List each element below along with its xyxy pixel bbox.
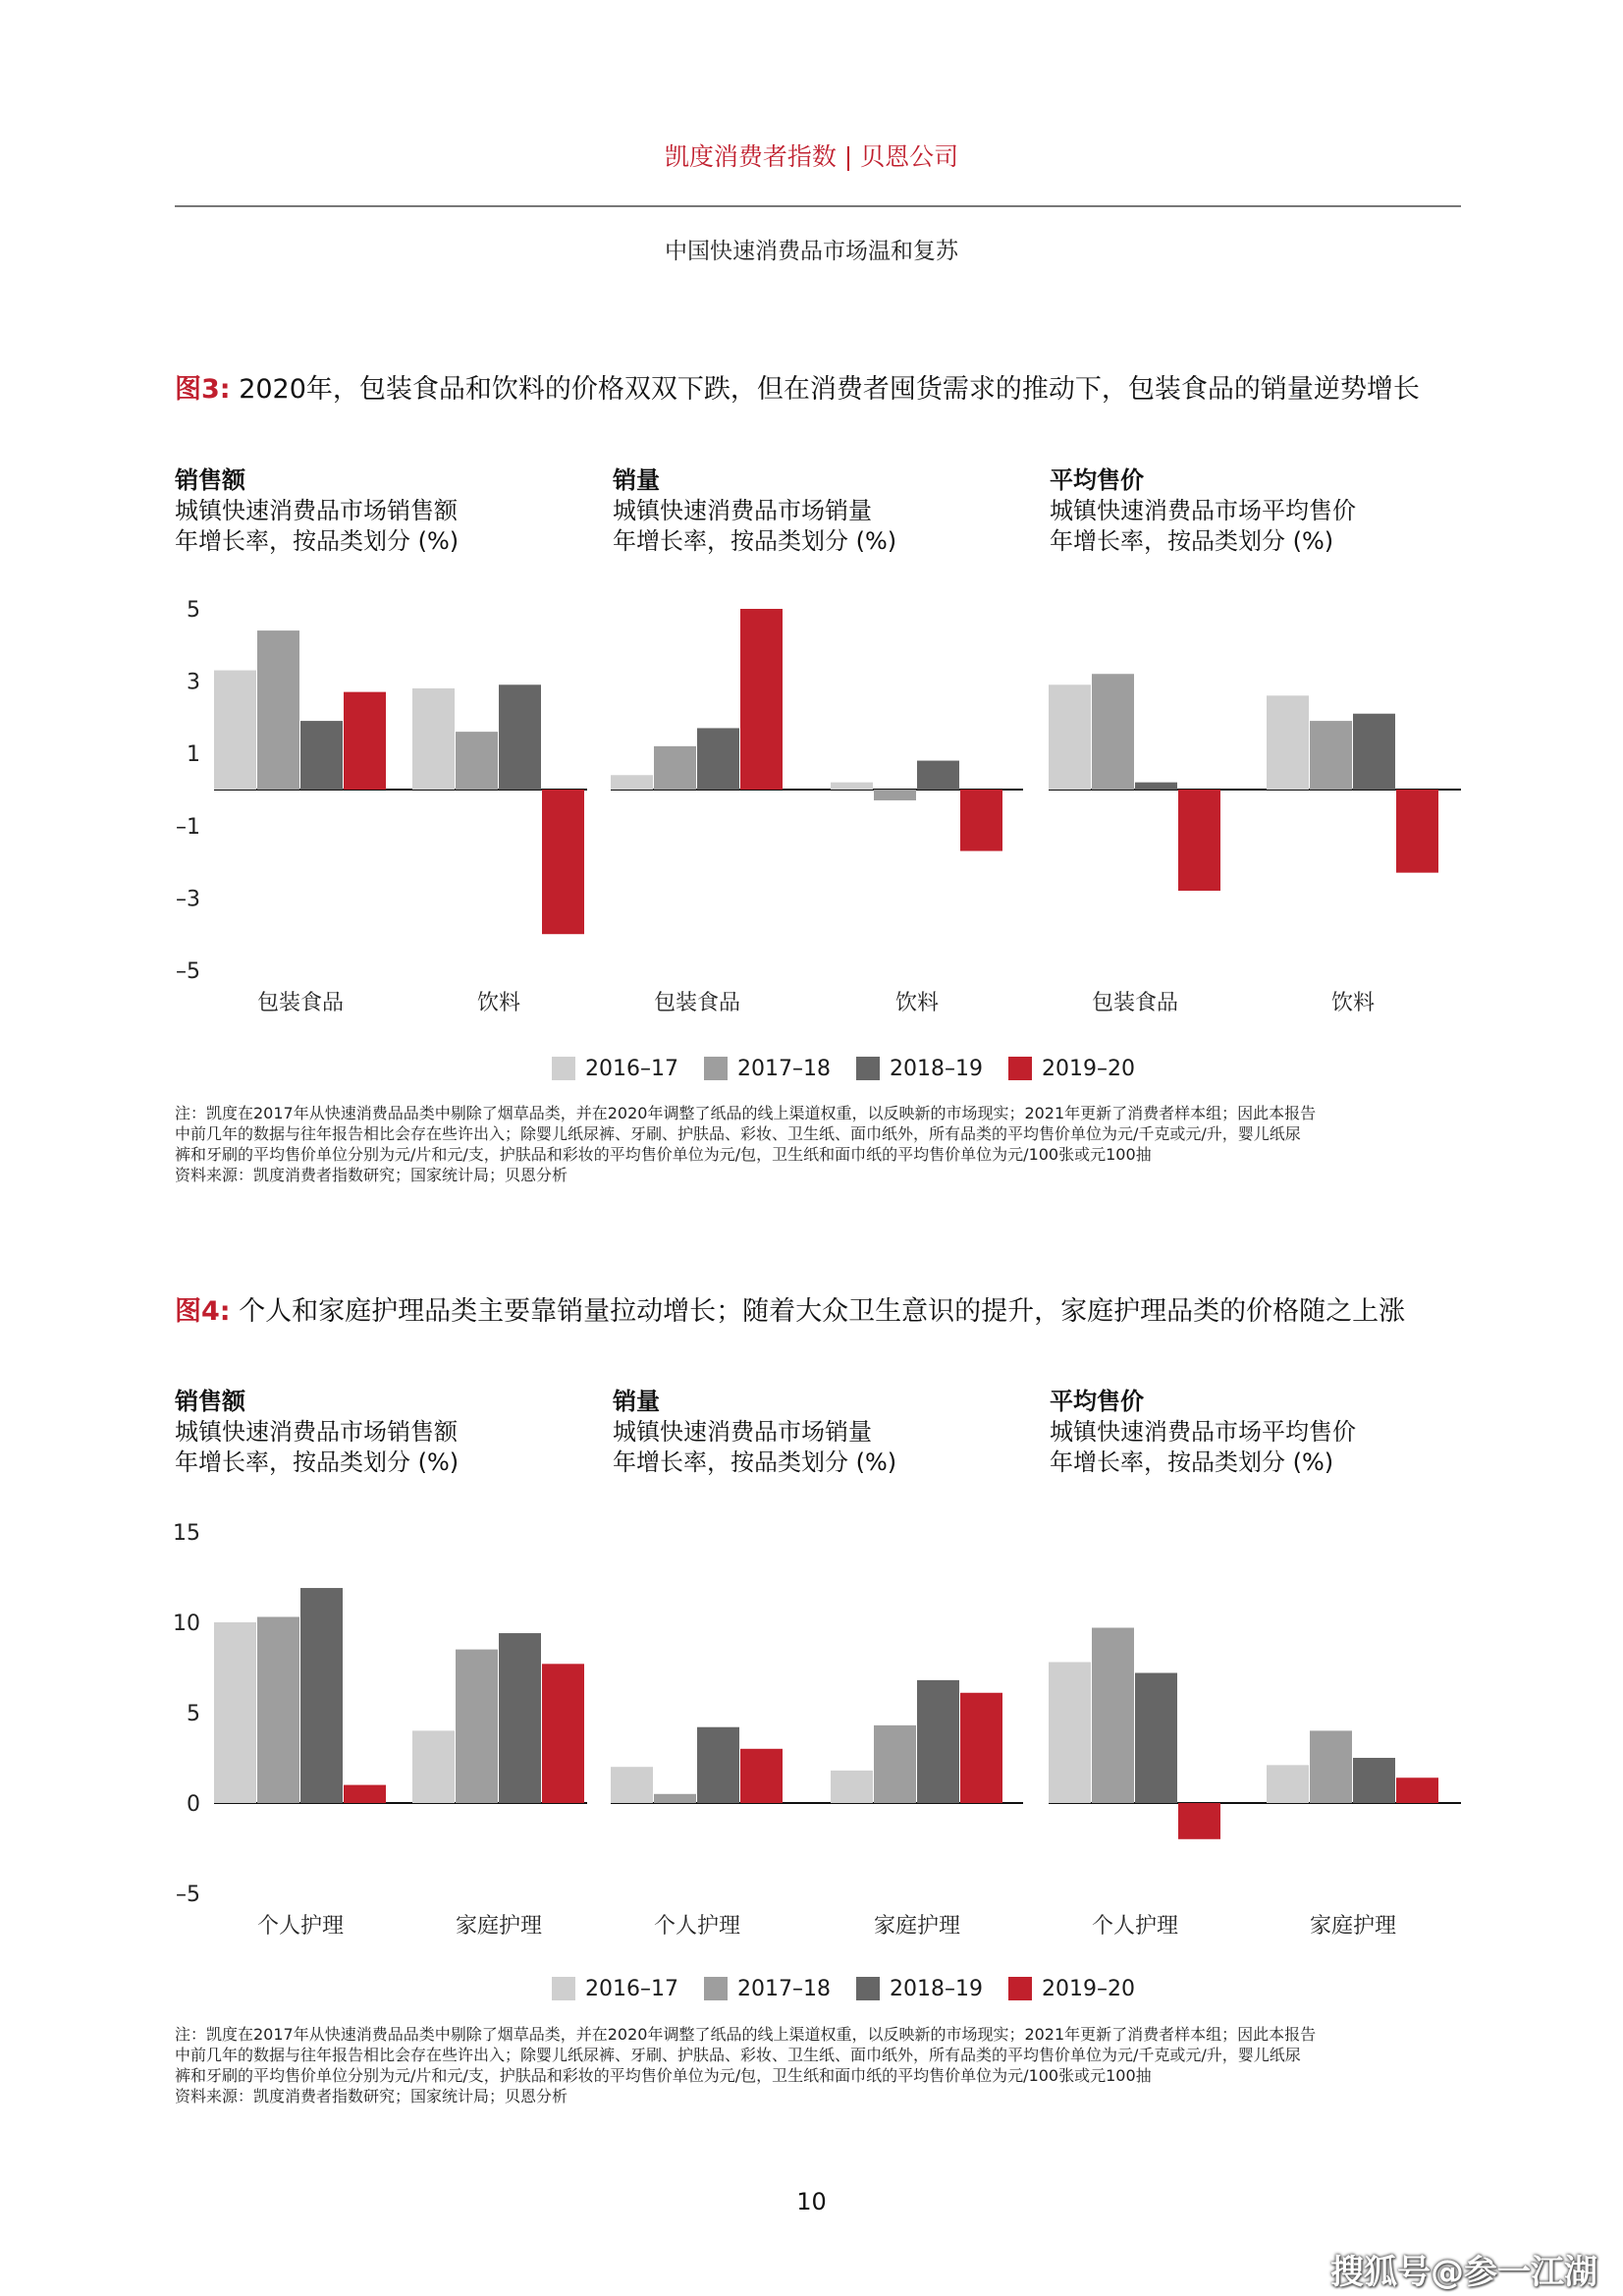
y-tick-label: 3: [187, 670, 200, 695]
x-category-label: 包装食品: [256, 991, 345, 1015]
fig4-panel-price-heading: [1050, 1387, 1462, 1478]
bar-2018–19: [917, 761, 959, 790]
bar-2016–17: [1267, 1765, 1309, 1803]
bar-2017–18: [1310, 1730, 1352, 1803]
figure-3-notes: [175, 1103, 1451, 1185]
panel-unit: 年增长率，按品类划分 (%): [613, 1449, 897, 1476]
legend-item-2016-17: [552, 1057, 678, 1081]
panel-title: 平均售价: [1050, 466, 1144, 494]
bar-2016–17: [831, 783, 873, 790]
legend-label: 2017–18: [736, 1056, 831, 1081]
legend-swatch: [552, 1977, 575, 2000]
bar-2019–20: [960, 1693, 1002, 1803]
x-category-label: 个人护理: [1091, 1914, 1179, 1939]
bar-2016–17: [412, 688, 455, 790]
figure-3-legend: [552, 1054, 1161, 1083]
legend-label: 2018–19: [889, 1056, 983, 1081]
fig4-panel-volume-heading: [613, 1387, 1025, 1478]
bar-2017–18: [654, 1794, 696, 1803]
legend-item-2016-17: [552, 1977, 678, 2001]
panel-subtitle: 城镇快速消费品市场销售额: [175, 497, 458, 524]
watermark: 搜狐号@参一江湖: [1330, 2253, 1597, 2292]
panel-subtitle: 城镇快速消费品市场平均售价: [1050, 497, 1356, 524]
note-line: 裤和牙刷的平均售价单位分别为元/片和元/支，护肤品和彩妆的平均售价单位为元/包，卫生纸和面巾纸的平均售价单位为元/100张或元100抽: [175, 1145, 1152, 1164]
x-category-label: 家庭护理: [1309, 1914, 1397, 1939]
figure-4-title: [175, 1289, 1405, 1328]
figure-3-title: [175, 367, 1420, 406]
legend-swatch: [856, 1977, 880, 2000]
legend-swatch: [552, 1057, 575, 1080]
panel-title: 销量: [613, 466, 660, 494]
legend-label: 2019–20: [1041, 1056, 1135, 1081]
panel-unit: 年增长率，按品类划分 (%): [1050, 527, 1334, 555]
bar-2018–19: [697, 1727, 739, 1803]
legend-label: 2019–20: [1041, 1976, 1135, 2001]
y-tick-label: 5: [187, 598, 200, 623]
x-category-label: 个人护理: [653, 1914, 741, 1939]
bar-2017–18: [654, 746, 696, 790]
x-category-label: 饮料: [476, 991, 521, 1015]
bar-2019–20: [1396, 790, 1438, 873]
note-line: 中前几年的数据与往年报告相比会存在些许出入；除婴儿纸尿裤、牙刷、护肤品、彩妆、卫生纸、面巾纸外，所有品类的平均售价单位为元/千克或元/升，婴儿纸尿: [175, 1124, 1301, 1143]
bar-2018–19: [1353, 714, 1395, 790]
bar-2016–17: [1049, 684, 1091, 790]
bar-2019–20: [542, 1664, 584, 1803]
legend-swatch: [704, 1977, 728, 2000]
fig4-panel-sales-heading: [175, 1387, 587, 1478]
fig3-panel-sales-heading: [175, 465, 587, 557]
panel-subtitle: 城镇快速消费品市场平均售价: [1050, 1418, 1356, 1446]
y-tick-label: –5: [176, 1883, 200, 1907]
bar-2018–19: [300, 1588, 343, 1803]
figure-3-caption: 2020年，包装食品和饮料的价格双双下跌，但在消费者囤货需求的推动下，包装食品的销量逆势增长: [239, 374, 1420, 405]
bar-2019–20: [542, 790, 584, 934]
y-tick-label: 0: [187, 1792, 200, 1817]
legend-item-2018-19: [856, 1977, 983, 2001]
bar-2016–17: [831, 1771, 873, 1803]
y-tick-label: 5: [187, 1702, 200, 1726]
panel-subtitle: 城镇快速消费品市场销售额: [175, 1418, 458, 1446]
legend-swatch: [1008, 1057, 1032, 1080]
bar-2018–19: [697, 728, 739, 790]
legend-label: 2018–19: [889, 1976, 983, 2001]
bar-2018–19: [499, 1633, 541, 1803]
legend-swatch: [1008, 1977, 1032, 2000]
panel-unit: 年增长率，按品类划分 (%): [175, 527, 460, 555]
fig3-panel-price-heading: [1050, 465, 1462, 557]
note-line: 裤和牙刷的平均售价单位分别为元/片和元/支，护肤品和彩妆的平均售价单位为元/包，卫生纸和面巾纸的平均售价单位为元/100张或元100抽: [175, 2066, 1152, 2085]
note-line: 中前几年的数据与往年报告相比会存在些许出入；除婴儿纸尿裤、牙刷、护肤品、彩妆、卫生纸、面巾纸外，所有品类的平均售价单位为元/千克或元/升，婴儿纸尿: [175, 2046, 1301, 2064]
header-divider: [175, 205, 1461, 207]
report-subheader: 中国快速消费品市场温和复苏: [665, 239, 958, 264]
bar-2018–19: [499, 684, 541, 790]
figure-4-notes: [175, 2024, 1451, 2106]
legend-label: 2016–17: [585, 1976, 678, 2001]
figure-4-number: 图4:: [175, 1296, 231, 1327]
bar-2016–17: [214, 671, 256, 790]
bar-2016–17: [412, 1730, 455, 1803]
bar-2018–19: [1135, 1673, 1177, 1803]
bar-2018–19: [1353, 1758, 1395, 1803]
figure-3-number: 图3:: [175, 374, 231, 405]
y-tick-label: 10: [173, 1612, 200, 1636]
y-tick-label: 1: [187, 742, 200, 768]
bar-2019–20: [344, 1785, 386, 1803]
x-category-label: 家庭护理: [873, 1914, 961, 1939]
fig3-panel-volume-heading: [613, 465, 1025, 557]
x-category-label: 饮料: [894, 991, 940, 1015]
source-line: 资料来源：凯度消费者指数研究；国家统计局；贝恩分析: [175, 1166, 568, 1184]
bar-2016–17: [214, 1622, 256, 1803]
bar-2017–18: [456, 1650, 498, 1803]
bar-2019–20: [960, 790, 1002, 851]
panel-unit: 年增长率，按品类划分 (%): [1050, 1449, 1334, 1476]
legend-item-2017-18: [704, 1977, 831, 2001]
bar-2018–19: [1135, 783, 1177, 790]
bar-2016–17: [611, 775, 653, 790]
figure-4-chart: [0, 1503, 1623, 1964]
panel-title: 平均售价: [1050, 1388, 1144, 1415]
note-line: 注：凯度在2017年从快速消费品品类中剔除了烟草品类，并在2020年调整了纸品的线上渠道权重，以反映新的市场现实；2021年更新了消费者样本组；因此本报告: [175, 1104, 1317, 1122]
page-number: 10: [796, 2188, 827, 2215]
bar-2017–18: [257, 1616, 299, 1803]
note-line: 注：凯度在2017年从快速消费品品类中剔除了烟草品类，并在2020年调整了纸品的线上渠道权重，以反映新的市场现实；2021年更新了消费者样本组；因此本报告: [175, 2025, 1317, 2044]
y-tick-label: –3: [176, 887, 200, 912]
y-tick-label: 15: [173, 1521, 200, 1546]
bar-2017–18: [1310, 721, 1352, 790]
y-tick-label: –5: [176, 959, 200, 984]
bar-2019–20: [1178, 1803, 1220, 1839]
bar-2019–20: [344, 692, 386, 790]
legend-label: 2016–17: [585, 1056, 678, 1081]
bar-2017–18: [1092, 674, 1134, 790]
bar-2017–18: [874, 790, 916, 800]
bar-2019–20: [1396, 1777, 1438, 1803]
bar-2017–18: [257, 630, 299, 790]
x-category-label: 包装食品: [653, 991, 741, 1015]
x-category-label: 包装食品: [1091, 991, 1179, 1015]
bar-2017–18: [874, 1725, 916, 1803]
x-category-label: 家庭护理: [455, 1914, 543, 1939]
report-header: 凯度消费者指数 | 贝恩公司: [664, 142, 959, 171]
bar-2019–20: [740, 1749, 783, 1803]
panel-title: 销量: [613, 1388, 660, 1415]
bar-2017–18: [456, 732, 498, 790]
x-category-label: 个人护理: [256, 1914, 345, 1939]
legend-swatch: [704, 1057, 728, 1080]
bar-2016–17: [611, 1767, 653, 1803]
legend-label: 2017–18: [736, 1976, 831, 2001]
bar-2018–19: [300, 721, 343, 790]
legend-item-2019-20: [1008, 1057, 1135, 1081]
panel-subtitle: 城镇快速消费品市场销量: [613, 1418, 872, 1446]
figure-3-chart: [0, 579, 1623, 1041]
bar-2018–19: [917, 1680, 959, 1803]
bar-2016–17: [1267, 695, 1309, 790]
source-line: 资料来源：凯度消费者指数研究；国家统计局；贝恩分析: [175, 2087, 568, 2105]
legend-item-2018-19: [856, 1057, 983, 1081]
y-tick-label: –1: [176, 814, 200, 840]
bar-2017–18: [1092, 1628, 1134, 1803]
legend-item-2019-20: [1008, 1977, 1135, 2001]
panel-subtitle: 城镇快速消费品市场销量: [613, 497, 872, 524]
figure-4-legend: [552, 1974, 1161, 2003]
legend-item-2017-18: [704, 1057, 831, 1081]
bar-2016–17: [1049, 1662, 1091, 1803]
panel-unit: 年增长率，按品类划分 (%): [613, 527, 897, 555]
panel-title: 销售额: [175, 466, 245, 494]
figure-4-caption: 个人和家庭护理品类主要靠销量拉动增长；随着大众卫生意识的提升，家庭护理品类的价格随之上涨: [239, 1296, 1406, 1327]
x-category-label: 饮料: [1330, 991, 1376, 1015]
panel-title: 销售额: [175, 1388, 245, 1415]
bar-2019–20: [740, 609, 783, 790]
legend-swatch: [856, 1057, 880, 1080]
panel-unit: 年增长率，按品类划分 (%): [175, 1449, 460, 1476]
bar-2019–20: [1178, 790, 1220, 891]
